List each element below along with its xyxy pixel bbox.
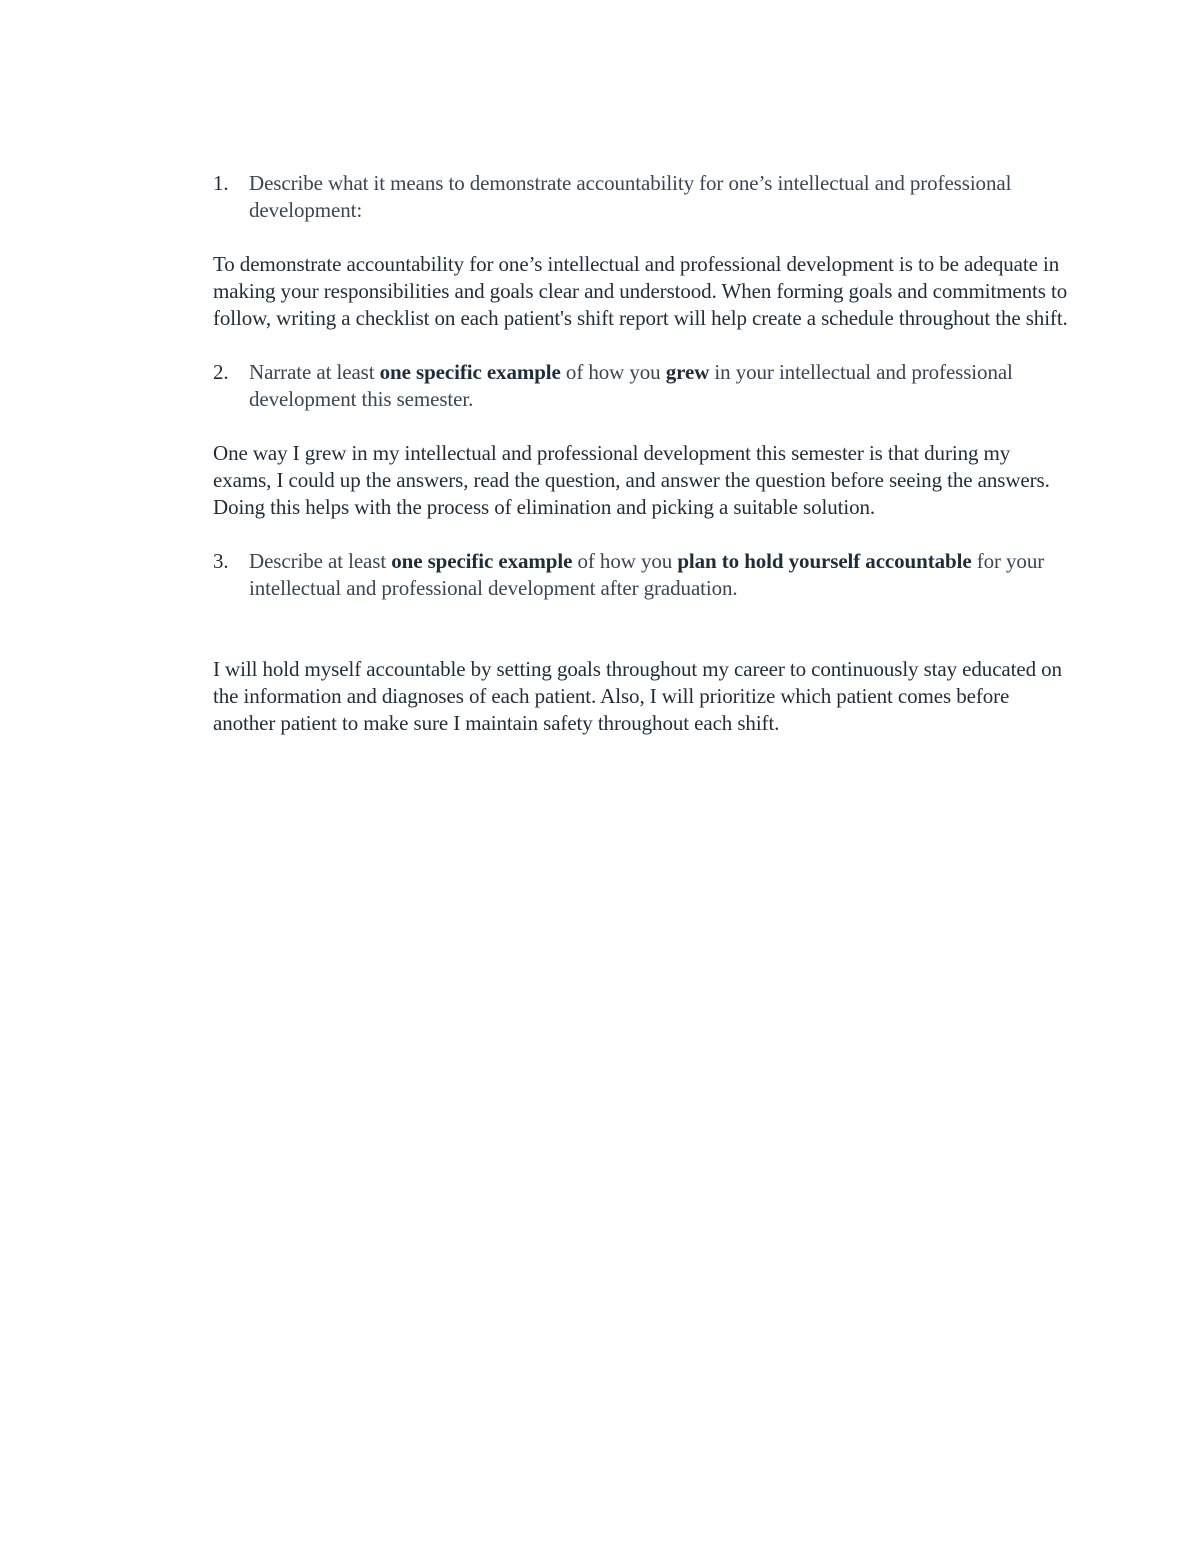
question-2-emphasis: one specific example — [379, 360, 561, 384]
question-1-segment: Describe what it means to demonstrate accountability for one’s intellectual and professional development: — [249, 171, 1012, 222]
answer-3: I will hold myself accountable by setting goals throughout my career to continuously stay educated on the information and diagnoses of each patient. Also, I will prioritize which patient comes before another patient to make sure I maintain safety throughout each shift. — [213, 657, 1062, 735]
question-3-emphasis: one specific example — [391, 549, 573, 573]
question-1 — [213, 170, 1073, 224]
answer-1: To demonstrate accountability for one’s intellectual and professional development is to be adequate in making your responsibilities and goals clear and understood. When forming goals and commitments to follow, writing a checklist on each patient's shift report will help create a schedule throughout the shift. — [213, 252, 1068, 330]
question-3-number: 3. — [213, 549, 229, 573]
question-2-text — [249, 359, 1073, 413]
question-3-text — [249, 548, 1073, 602]
question-2-emphasis: grew — [665, 360, 710, 384]
question-2-segment: in your intellectual and professional development this semester. — [249, 360, 1013, 411]
question-1-text — [249, 170, 1073, 224]
question-3 — [213, 548, 1073, 602]
question-2-segment: Narrate at least — [249, 360, 380, 384]
question-3-segment: for your intellectual and professional development after graduation. — [249, 549, 1045, 600]
question-3-segment: of how you — [572, 549, 678, 573]
question-3-emphasis: plan to hold yourself accountable — [677, 549, 972, 573]
answer-2: One way I grew in my intellectual and professional development this semester is that during my exams, I could up the answers, read the question, and answer the question before seeing the answers. Doing this helps with the process of elimination and picking a suitable solution. — [213, 441, 1050, 519]
question-2-number: 2. — [213, 360, 229, 384]
question-1-number: 1. — [213, 171, 229, 195]
question-2 — [213, 359, 1073, 413]
document-body — [213, 170, 1073, 737]
question-2-segment: of how you — [560, 360, 666, 384]
question-3-segment: Describe at least — [249, 549, 392, 573]
